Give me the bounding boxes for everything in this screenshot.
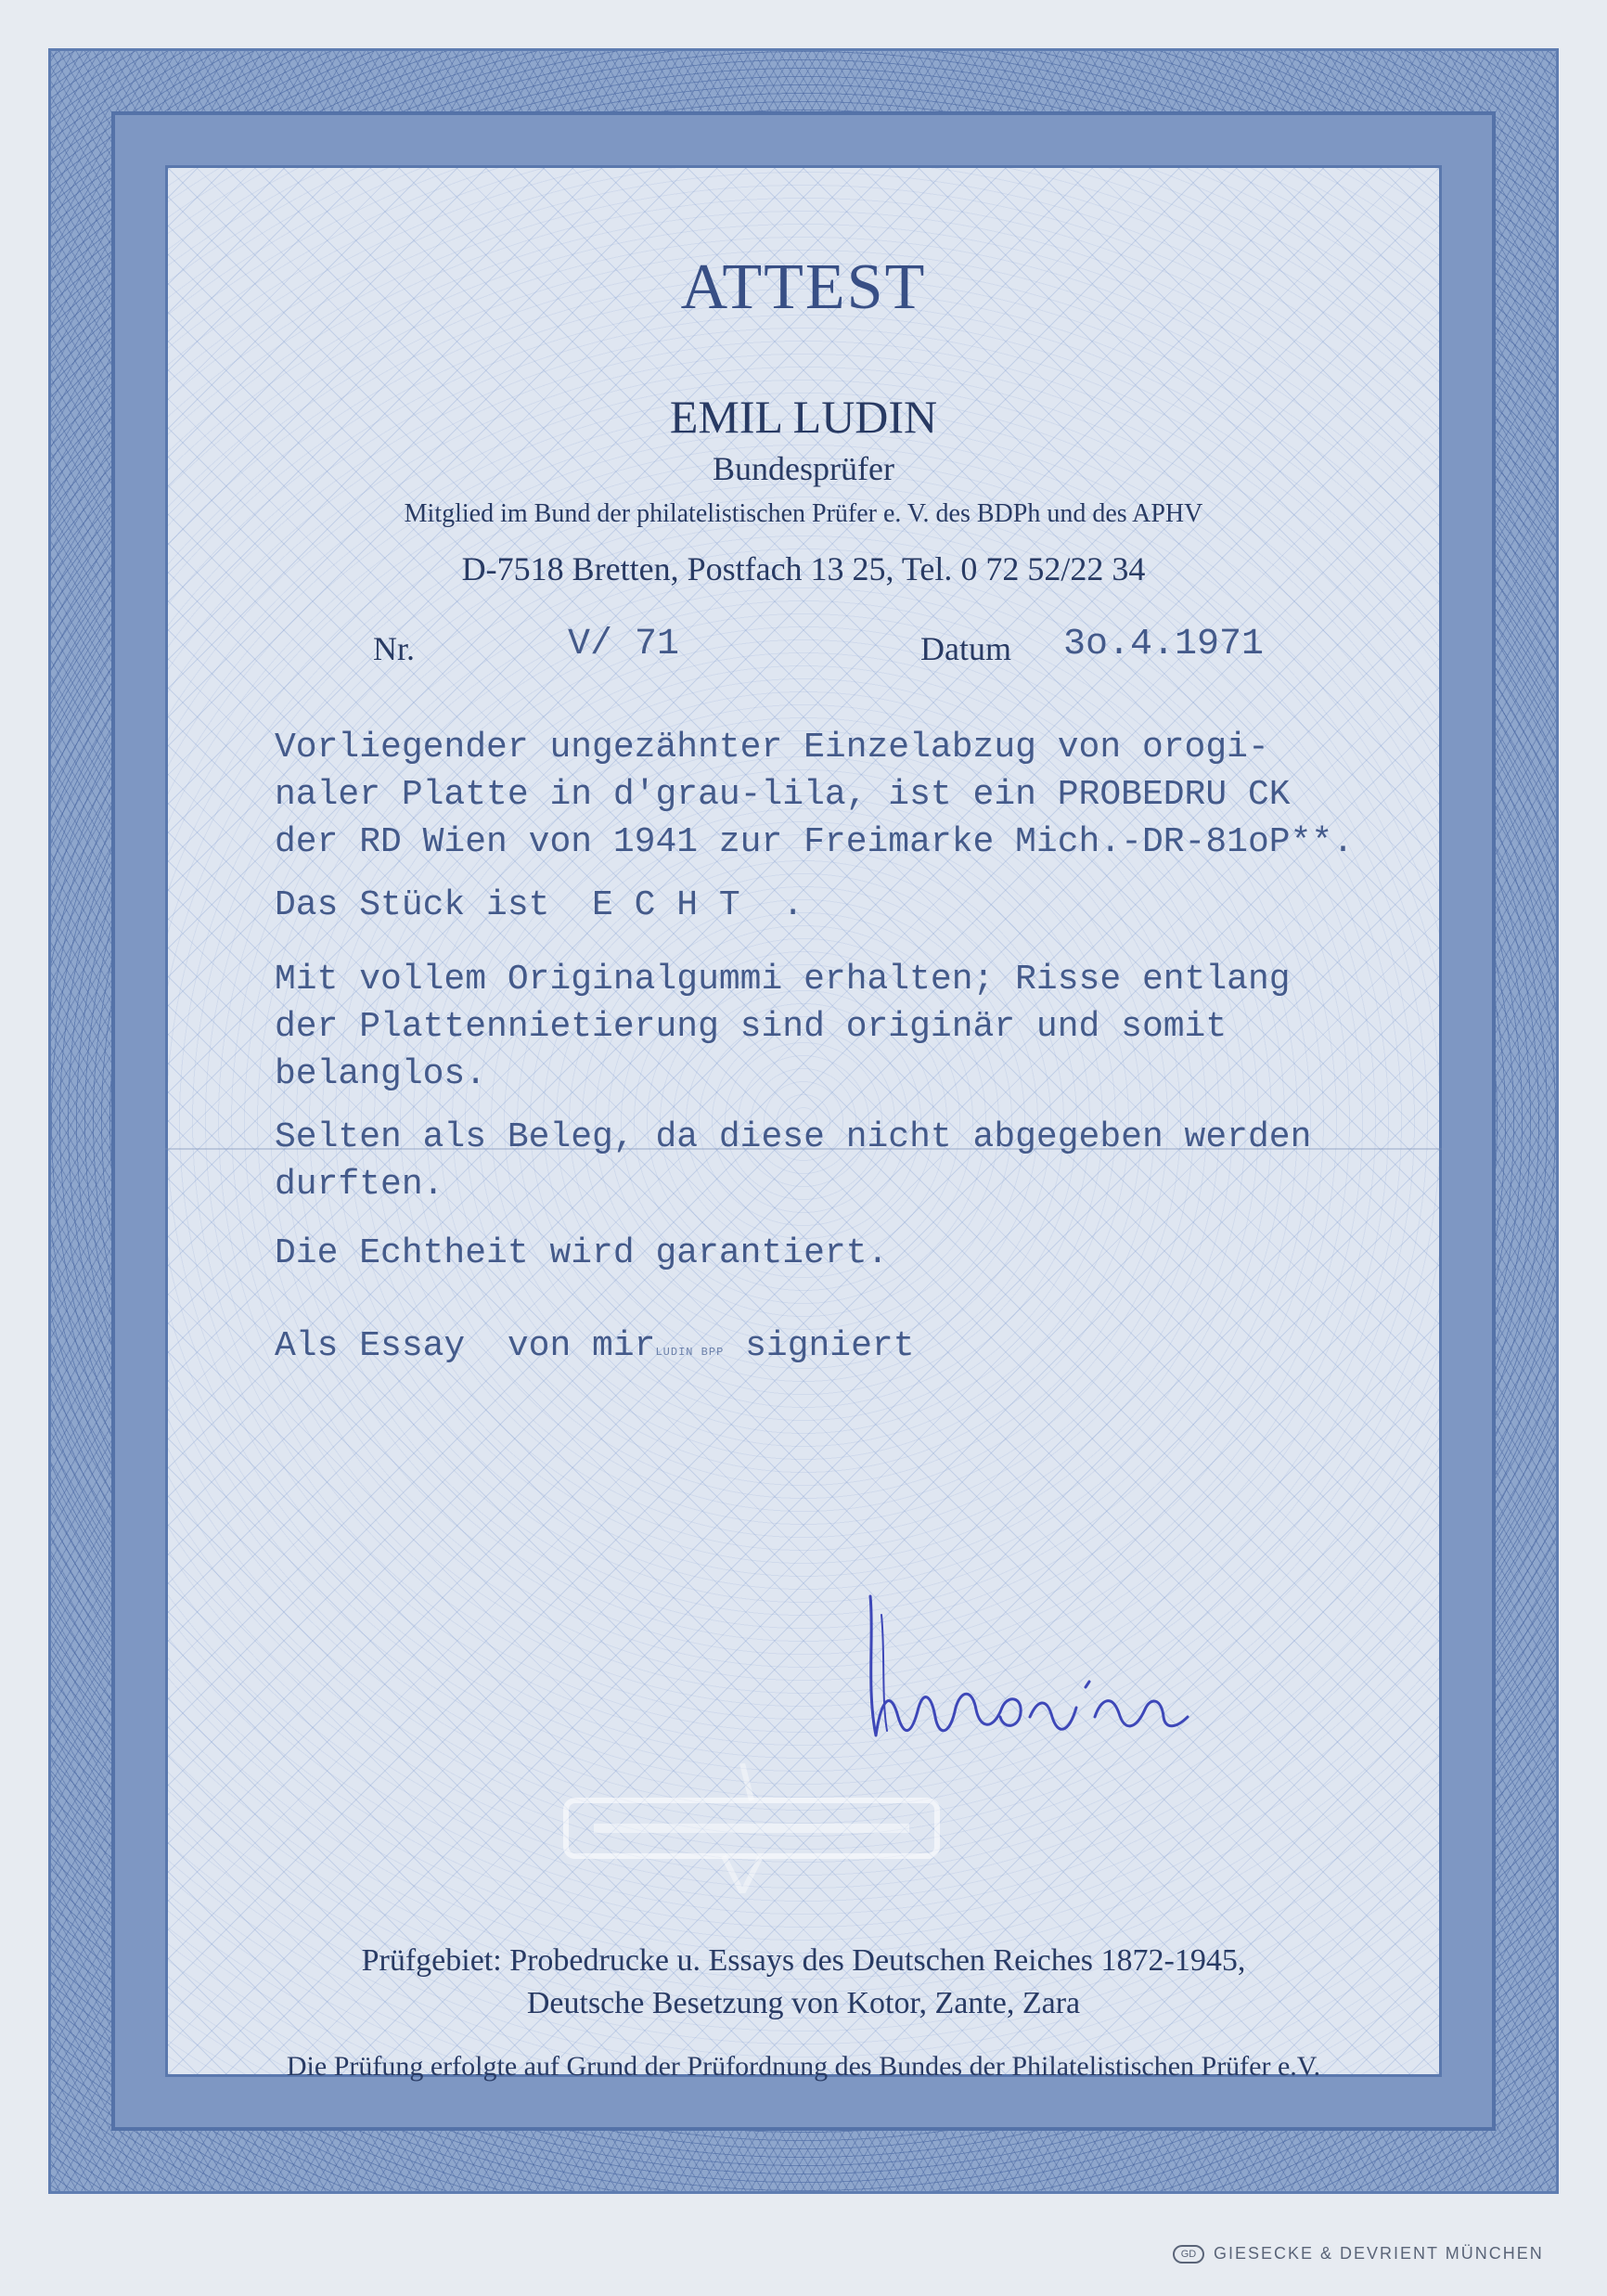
examiner-name: EMIL LUDIN xyxy=(669,391,938,443)
handwritten-signature xyxy=(854,1578,1243,1754)
paragraph-genuine: Das Stück ist E C H T . xyxy=(275,885,804,925)
paragraph-condition: Mit vollem Originalgummi erhalten; Risse entlang der Plattennietierung sind originär und somit belanglos. xyxy=(275,960,1291,1094)
faint-embossed-seal xyxy=(557,1763,946,1893)
printer-imprint xyxy=(1173,2244,1544,2264)
scope-line-1: Prüfgebiet: Probedrucke u. Essays des Deutschen Reiches 1872-1945, xyxy=(361,1943,1246,1978)
paragraph-guarantee: Die Echtheit wird garantiert. xyxy=(275,1233,889,1273)
scope-line-2: Deutsche Besetzung von Kotor, Zante, Zara xyxy=(526,1986,1081,2020)
legal-note: Die Prüfung erfolgte auf Grund der Prüfordnung des Bundes der Philatelistischen Prüfer e.V. xyxy=(286,2051,1321,2082)
signed-stamp: LUDIN BPP xyxy=(655,1346,725,1359)
paragraph-description: Vorliegender ungezähnter Einzelabzug von orogi- naler Platte in d'grau-lila, ist ein PROBEDRU CK der RD Wien von 1941 zur Freimarke Mich.-DR-81oP**. xyxy=(275,728,1354,862)
address-line: D-7518 Bretten, Postfach 13 25, Tel. 0 72 52/22 34 xyxy=(461,550,1146,587)
certificate-title: ATTEST xyxy=(680,252,927,323)
printer-name: GIESECKE & DEVRIENT MÜNCHEN xyxy=(1214,2244,1544,2263)
paragraph-rarity: Selten als Beleg, da diese nicht abgegeben werden durften. xyxy=(275,1117,1312,1205)
date-label: Datum xyxy=(920,630,1011,667)
signed-line-end: signiert xyxy=(724,1326,915,1366)
printer-logo: GD xyxy=(1173,2245,1204,2264)
certificate-date: 3o.4.1971 xyxy=(1063,624,1265,665)
membership-line: Mitglied im Bund der philatelistischen Prüfer e. V. des BDPh und des APHV xyxy=(404,499,1203,528)
signed-line-start: Als Essay von mir xyxy=(275,1326,656,1366)
examiner-role: Bundesprüfer xyxy=(713,450,894,487)
certificate-number: V/ 71 xyxy=(568,624,680,665)
number-label: Nr. xyxy=(373,630,415,667)
paragraph-signed xyxy=(275,1322,915,1376)
